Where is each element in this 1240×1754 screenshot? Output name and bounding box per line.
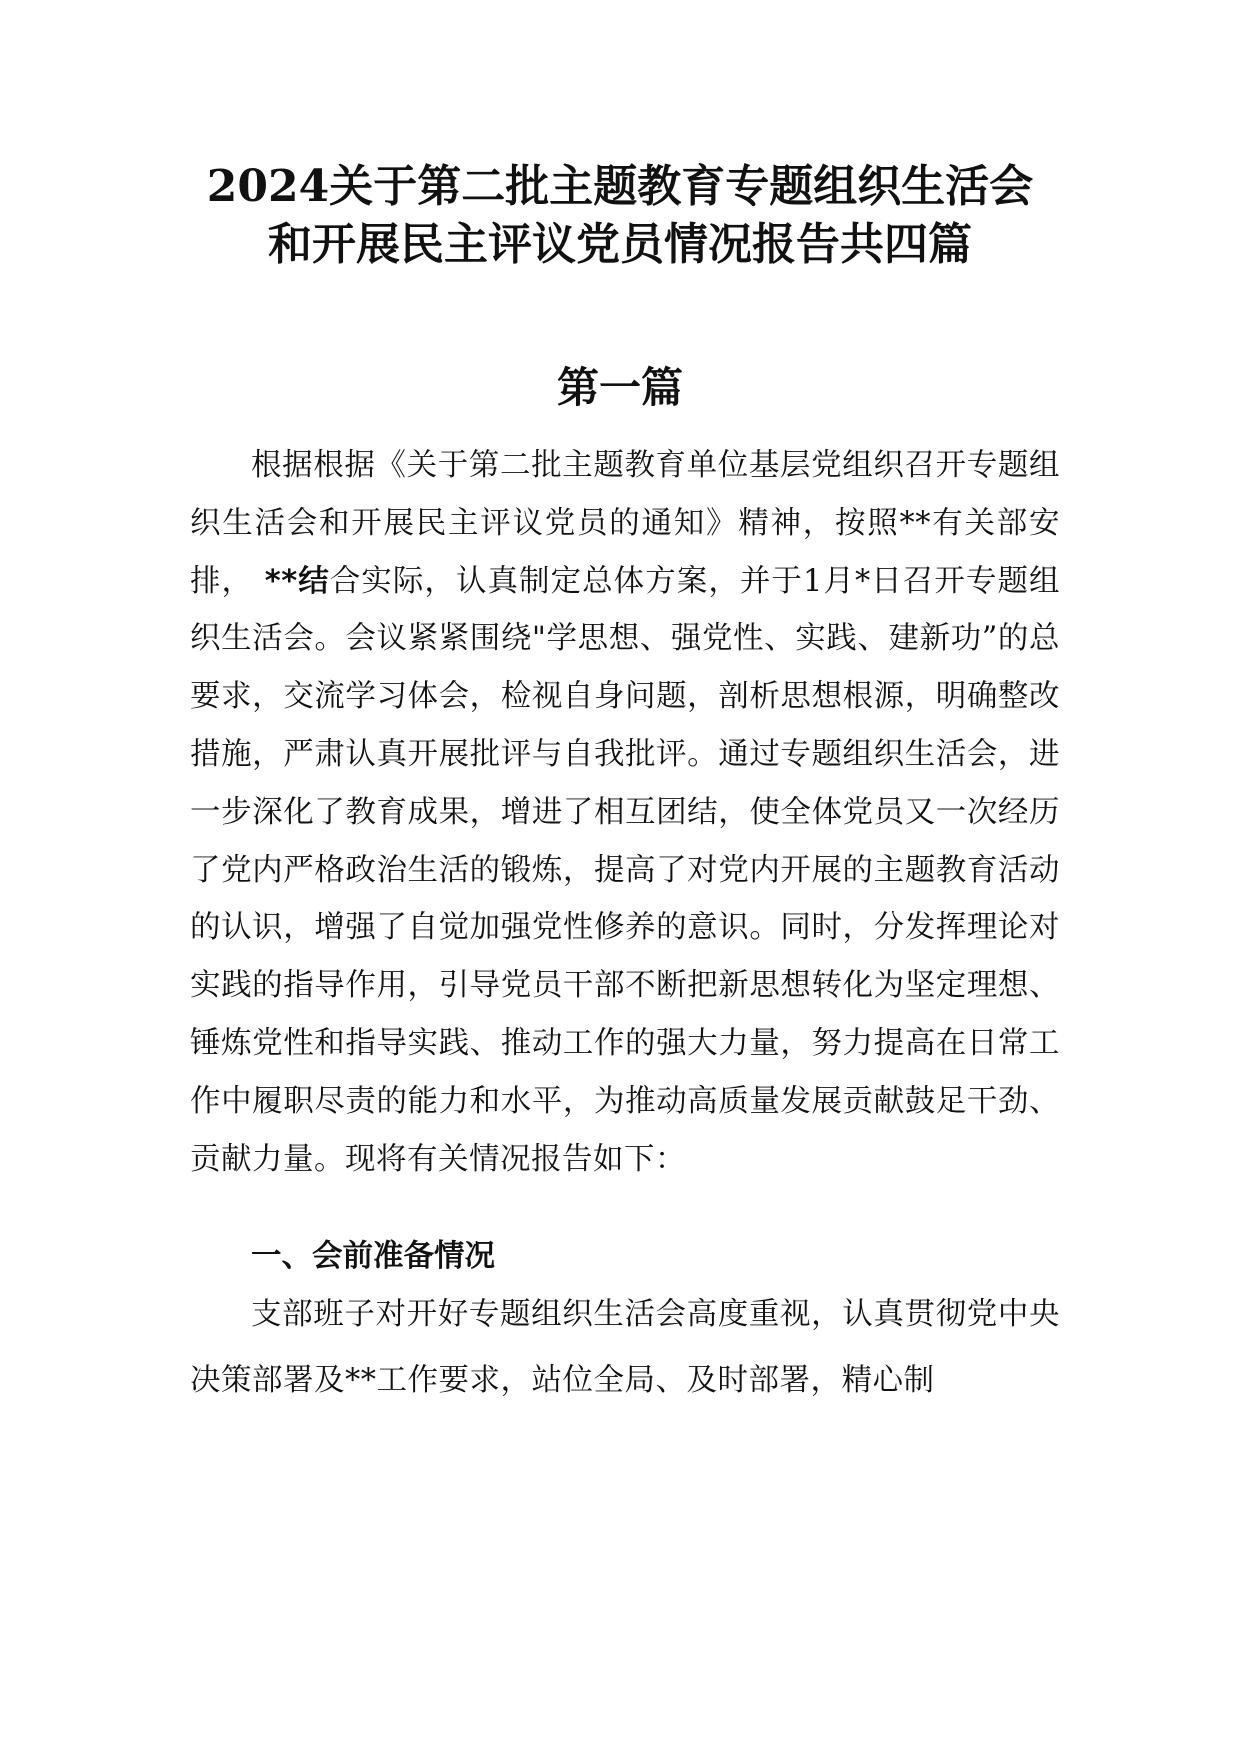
document-title-line-1: 2024关于第二批主题教育专题组织生活会 <box>206 161 1034 212</box>
section-heading-1: 一、会前准备情况 <box>251 1239 495 1274</box>
document-title <box>150 158 1090 274</box>
paragraph-intro-text-a: 根据根据《关于第二批主题教育单位基层党组织召开专题组织生活会和开展民主评议党员的通知》精神，按照**有关部安排， <box>190 448 1060 599</box>
paragraph-intro <box>190 437 1060 1188</box>
part-title: 第一篇 <box>556 363 683 412</box>
paragraph-section-1: 支部班子对开好专题组织生活会高度重视，认真贯彻党中央决策部署及**工作要求，站位全局、及时部署，精心制 <box>190 1297 1060 1398</box>
paragraph-intro-text-b: 合实际，认真制定总体方案，并于1月*日召开专题组织生活会。会议紧紧围绕"学思想、强党性、实践、建新功”的总要求，交流学习体会，检视自身问题，剖析思想根源，明确整改措施，严肃认真开展批评与自我批评。通过专题组织生活会，进一步深化了教育成果，增进了相互团结，使全体党员又一次经历了党内严格政治生活的锻炼，提高了对党内开展的主题教育活动的认识，增强了自觉加强党性修养的意识。同时，分发挥理论对实践的指导作用，引导党员干部不断把新思想转化为坚定理想、锤炼党性和指导实践、推动工作的强大力量，努力提高在日常工作中履职尽责的能力和水平，为推动高质量发展贡献鼓足干劲、贡献力量。现将有关情况报告如下： <box>190 563 1060 1177</box>
paragraph-intro-bold: **结 <box>253 563 330 599</box>
document-title-line-2: 和开展民主评议党员情况报告共四篇 <box>268 219 972 270</box>
